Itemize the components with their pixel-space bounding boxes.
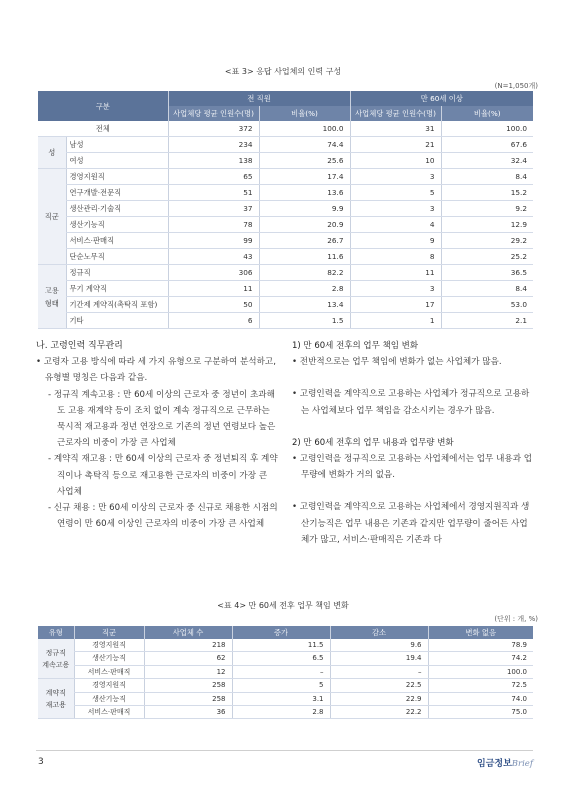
cell: 11.6 xyxy=(259,249,350,265)
cell: 8 xyxy=(350,249,441,265)
table-row xyxy=(38,265,533,281)
t4-group-line2: 계속고용 xyxy=(42,660,70,669)
cell: – xyxy=(330,665,428,678)
category-sex: 성 xyxy=(38,137,66,169)
cell: 32.4 xyxy=(441,153,533,169)
cell: 1.5 xyxy=(259,313,350,329)
header-avg-60: 사업체당 평균 인원수(명) xyxy=(350,106,441,121)
category-employment xyxy=(38,265,66,329)
table-row xyxy=(38,233,533,249)
table-row xyxy=(38,652,533,665)
table-row xyxy=(38,639,533,652)
table-row xyxy=(38,137,533,153)
cell: – xyxy=(232,665,330,678)
cell: 99 xyxy=(168,233,259,249)
row-label: 생산관리·기술직 xyxy=(66,201,168,217)
cell: 11 xyxy=(168,281,259,297)
cell: 12 xyxy=(144,665,232,678)
cell: 15.2 xyxy=(441,185,533,201)
table3 xyxy=(38,91,533,329)
cell: 138 xyxy=(168,153,259,169)
t4-header-count: 사업체 수 xyxy=(144,626,232,639)
cell: 218 xyxy=(144,639,232,652)
header-avg-all: 사업체당 평균 인원수(명) xyxy=(168,106,259,121)
cell: 100.0 xyxy=(428,665,533,678)
row-label: 연구개발·전문직 xyxy=(66,185,168,201)
table4 xyxy=(38,626,533,719)
t4-group-line1: 정규직 xyxy=(45,648,66,657)
cell: 306 xyxy=(168,265,259,281)
row-label: 생산기능직 xyxy=(66,217,168,233)
category-employment-line1: 고용 xyxy=(44,285,59,295)
category-job: 직군 xyxy=(38,169,66,265)
cell: 53.0 xyxy=(441,297,533,313)
category-employment-line2: 형태 xyxy=(44,298,59,308)
cell: 2.1 xyxy=(441,313,533,329)
cell: 67.6 xyxy=(441,137,533,153)
header-all-staff: 전 직원 xyxy=(168,91,350,106)
row-total-label: 전체 xyxy=(38,121,168,137)
cell: 17 xyxy=(350,297,441,313)
table4-caption: <표 4> 만 60세 전후 업무 책임 변화 xyxy=(217,601,349,610)
cell: 13.6 xyxy=(259,185,350,201)
bullet-text: • 고령인력을 정규직으로 고용하는 사업체에서는 업무 내용과 업무량에 변화가 거의 없음. xyxy=(292,454,533,481)
table-row xyxy=(38,297,533,313)
cell: 11.5 xyxy=(232,639,330,652)
cell: 26.7 xyxy=(259,233,350,249)
cell: 31 xyxy=(350,121,441,137)
cell: 2.8 xyxy=(259,281,350,297)
row-label: 생산기능직 xyxy=(74,692,144,705)
header-ratio-60: 비율(%) xyxy=(441,106,533,121)
table-row xyxy=(38,313,533,329)
footer-brand-ko: 임금정보 xyxy=(477,759,512,769)
cell: 78.9 xyxy=(428,639,533,652)
right-column xyxy=(292,338,533,548)
cell: 36 xyxy=(144,706,232,719)
cell: 6.5 xyxy=(232,652,330,665)
table-row xyxy=(38,185,533,201)
bullet-text: • 고령인력을 계약직으로 고용하는 사업체에서 경영지원직과 생산기능직은 업무 내용은 기존과 같지만 업무량이 줄어든 사업체가 많고, 서비스·판매직은 기존과 다 xyxy=(292,502,530,545)
t4-group-line1: 계약직 xyxy=(45,688,66,697)
t4-group-contract xyxy=(38,679,74,719)
cell: 372 xyxy=(168,121,259,137)
cell: 258 xyxy=(144,692,232,705)
row-label: 서비스·판매직 xyxy=(74,665,144,678)
row-label: 여성 xyxy=(66,153,168,169)
row-label: 생산기능직 xyxy=(74,652,144,665)
bullet-text: • 고령자 고용 방식에 따라 세 가지 유형으로 구분하여 분석하고, 유형별 명칭은 다음과 같음. xyxy=(36,357,276,384)
cell: 3 xyxy=(350,201,441,217)
cell: 51 xyxy=(168,185,259,201)
row-label: 서비스·판매직 xyxy=(66,233,168,249)
cell: 36.5 xyxy=(441,265,533,281)
cell: 65 xyxy=(168,169,259,185)
row-label: 경영지원직 xyxy=(74,639,144,652)
cell: 13.4 xyxy=(259,297,350,313)
t4-header-type: 유형 xyxy=(38,626,74,639)
section-heading: 나. 고령인력 직무관리 xyxy=(36,341,123,351)
bullet-text: • 전반적으로는 업무 책임에 변화가 없는 사업체가 많음. xyxy=(292,357,502,368)
t4-header-decrease: 감소 xyxy=(330,626,428,639)
cell: 234 xyxy=(168,137,259,153)
table3-caption: <표 3> 응답 사업체의 인력 구성 xyxy=(224,67,342,76)
row-label: 기간제 계약직(촉탁직 포함) xyxy=(66,297,168,313)
t4-header-job: 직군 xyxy=(74,626,144,639)
subheading-1: 1) 만 60세 전후의 업무 책임 변화 xyxy=(292,341,419,351)
t4-header-no-change: 변화 없음 xyxy=(428,626,533,639)
cell: 78 xyxy=(168,217,259,233)
cell: 20.9 xyxy=(259,217,350,233)
cell: 2.8 xyxy=(232,706,330,719)
cell: 1 xyxy=(350,313,441,329)
header-ratio-all: 비율(%) xyxy=(259,106,350,121)
cell: 62 xyxy=(144,652,232,665)
cell: 25.2 xyxy=(441,249,533,265)
cell: 12.9 xyxy=(441,217,533,233)
cell: 22.2 xyxy=(330,706,428,719)
page-number: 3 xyxy=(38,757,44,767)
dash-text: - 계약직 재고용 : 만 60세 이상의 근로자 중 정년퇴직 후 계약직이나 촉탁직 등으로 재고용한 근로자의 비중이 가장 큰 사업체 xyxy=(48,454,278,497)
cell: 3 xyxy=(350,169,441,185)
cell: 17.4 xyxy=(259,169,350,185)
table-row xyxy=(38,121,533,137)
row-label: 정규직 xyxy=(66,265,168,281)
table-row xyxy=(38,706,533,719)
row-label: 단순노무직 xyxy=(66,249,168,265)
table3-unit: (N=1,050개) xyxy=(494,82,538,90)
cell: 9.2 xyxy=(441,201,533,217)
t4-group-line2: 재고용 xyxy=(45,700,66,709)
cell: 8.4 xyxy=(441,281,533,297)
footer-brand-en: Brief xyxy=(511,759,533,769)
t4-header-increase: 증가 xyxy=(232,626,330,639)
t4-group-regular xyxy=(38,639,74,679)
cell: 75.0 xyxy=(428,706,533,719)
cell: 5 xyxy=(350,185,441,201)
dash-text: - 신규 채용 : 만 60세 이상의 근로자 중 신규로 채용한 시점의 연령이 만 60세 이상인 근로자의 비중이 가장 큰 사업체 xyxy=(48,503,278,530)
footer-brand xyxy=(477,756,533,769)
footer-rule xyxy=(36,750,533,751)
cell: 74.0 xyxy=(428,692,533,705)
subheading-2: 2) 만 60세 전후의 업무 내용과 업무량 변화 xyxy=(292,437,454,448)
cell: 258 xyxy=(144,679,232,692)
cell: 9 xyxy=(350,233,441,249)
cell: 74.2 xyxy=(428,652,533,665)
cell: 100.0 xyxy=(259,121,350,137)
cell: 100.0 xyxy=(441,121,533,137)
table4-unit: (단위 : 개, %) xyxy=(494,615,538,623)
row-label: 경영지원직 xyxy=(74,679,144,692)
cell: 11 xyxy=(350,265,441,281)
row-label: 무기 계약직 xyxy=(66,281,168,297)
cell: 37 xyxy=(168,201,259,217)
table-row xyxy=(38,153,533,169)
row-label: 서비스·판매직 xyxy=(74,706,144,719)
cell: 25.6 xyxy=(259,153,350,169)
cell: 82.2 xyxy=(259,265,350,281)
cell: 9.6 xyxy=(330,639,428,652)
cell: 8.4 xyxy=(441,169,533,185)
table-row xyxy=(38,217,533,233)
cell: 29.2 xyxy=(441,233,533,249)
table-row xyxy=(38,665,533,678)
cell: 50 xyxy=(168,297,259,313)
cell: 19.4 xyxy=(330,652,428,665)
table-row xyxy=(38,679,533,692)
cell: 72.5 xyxy=(428,679,533,692)
cell: 3 xyxy=(350,281,441,297)
cell: 74.4 xyxy=(259,137,350,153)
table-row xyxy=(38,692,533,705)
row-label: 기타 xyxy=(66,313,168,329)
table-row xyxy=(38,281,533,297)
header-group: 구분 xyxy=(38,91,168,121)
cell: 4 xyxy=(350,217,441,233)
cell: 22.9 xyxy=(330,692,428,705)
cell: 22.5 xyxy=(330,679,428,692)
table-row xyxy=(38,249,533,265)
row-label: 경영지원직 xyxy=(66,169,168,185)
cell: 9.9 xyxy=(259,201,350,217)
row-label: 남성 xyxy=(66,137,168,153)
table-row xyxy=(38,169,533,185)
left-column xyxy=(36,338,278,532)
cell: 5 xyxy=(232,679,330,692)
cell: 43 xyxy=(168,249,259,265)
cell: 10 xyxy=(350,153,441,169)
table-row xyxy=(38,201,533,217)
cell: 6 xyxy=(168,313,259,329)
header-over-60: 만 60세 이상 xyxy=(350,91,533,106)
bullet-text: • 고령인력을 계약직으로 고용하는 사업체가 정규직으로 고용하는 사업체보다 업무 책임을 감소시키는 경우가 많음. xyxy=(292,389,530,416)
cell: 21 xyxy=(350,137,441,153)
dash-text: - 정규직 계속고용 : 만 60세 이상의 근로자 중 정년이 초과해도 고용 재계약 등이 조치 없이 계속 정규직으로 근무하는 묵시적 재고용과 정년 연장으로 기존의 정년 연령보다 높은 근로자의 비중이 가장 큰 사업체 xyxy=(48,389,276,449)
cell: 3.1 xyxy=(232,692,330,705)
